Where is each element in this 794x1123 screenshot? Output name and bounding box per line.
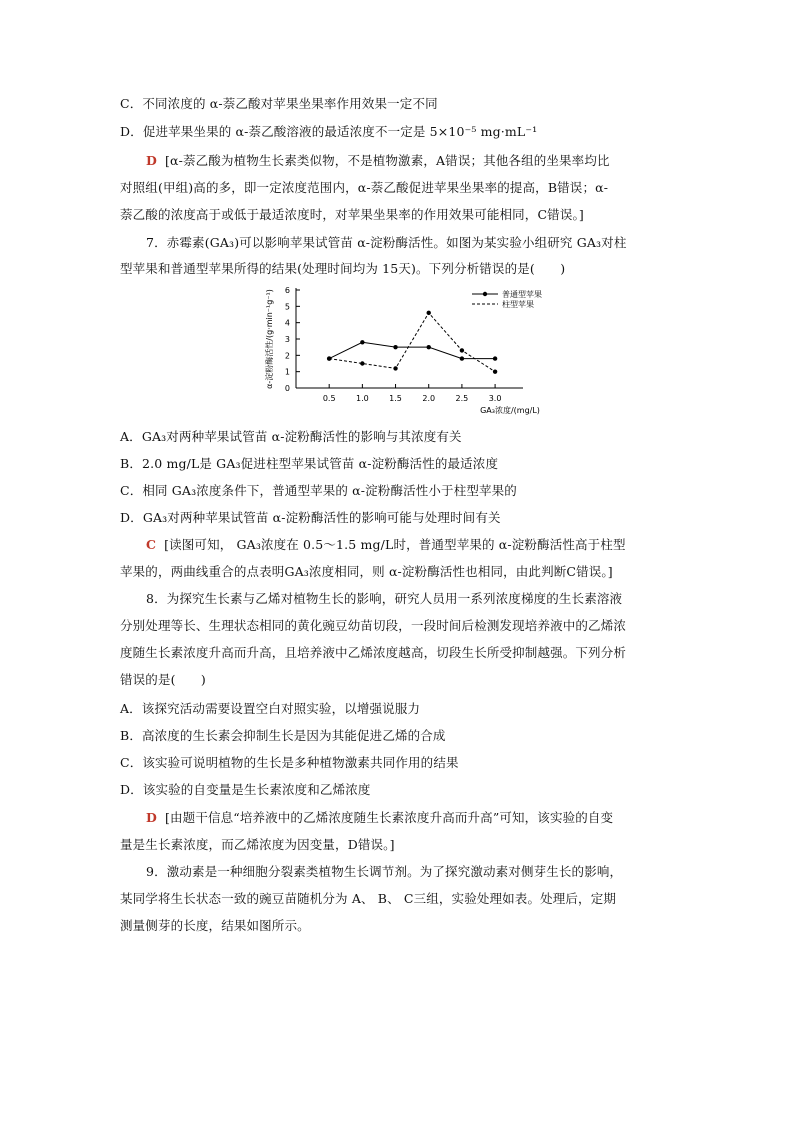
- data-point: [427, 345, 431, 349]
- text-line: 某同学将生长状态一致的豌豆苗随机分为 A、 B、 C三组，实验处理如表。处理后，定期: [120, 891, 616, 906]
- data-point: [393, 366, 397, 370]
- y-tick-label: 0: [284, 384, 290, 393]
- series-line: [329, 313, 495, 372]
- y-tick-label: 2: [284, 351, 290, 361]
- x-tick-label: 0.5: [322, 394, 336, 403]
- x-tick-label: 1.5: [389, 394, 402, 403]
- text-line: 错误的是( ): [120, 672, 206, 687]
- data-point: [493, 369, 497, 373]
- text-line: 量是生长素浓度，而乙烯浓度为因变量，D错误。]: [120, 837, 395, 852]
- question-line: 8．为探究生长素与乙烯对植物生长的影响，研究人员用一系列浓度梯度的生长素溶液: [146, 591, 623, 606]
- option-b: B．2.0 mg/L是 GA₃促进柱型苹果试管苗 α-淀粉酶活性的最适浓度: [120, 456, 499, 471]
- text-line: 苹果的，两曲线重合的点表明GA₃浓度相同，则 α-淀粉酶活性也相同，由此判断C错误。]: [120, 564, 613, 579]
- explanation-text: [读图可知， GA₃浓度在 0.5～1.5 mg/L时，普通型苹果的 α-淀粉酶活性高于柱型: [164, 537, 626, 552]
- text-line: 度随生长素浓度升高而升高，且培养液中乙烯浓度越高，切段生长所受抑制越强。下列分析: [120, 645, 627, 660]
- option-c: C．相同 GA₃浓度条件下，普通型苹果的 α-淀粉酶活性小于柱型苹果的: [120, 483, 517, 498]
- y-axis-label: α-淀粉酶活性/(g·min⁻¹g⁻¹): [265, 289, 274, 389]
- answer-line: [146, 535, 706, 554]
- x-tick-label: 2.0: [422, 394, 436, 403]
- y-tick-label: 3: [284, 335, 290, 344]
- data-point: [493, 356, 497, 360]
- option-d: D．GA₃对两种苹果试管苗 α-淀粉酶活性的影响可能与处理时间有关: [120, 510, 501, 525]
- answer-label: D: [146, 810, 157, 825]
- data-point: [460, 356, 464, 360]
- legend-label-columnar: 柱型苹果: [502, 300, 534, 309]
- option-b: B．高浓度的生长素会抑制生长是因为其能促进乙烯的合成: [120, 728, 446, 743]
- explanation-text: [α-萘乙酸为植物生长素类似物，不是植物激素，A错误；其他各组的坐果率均比: [165, 153, 610, 168]
- data-point: [360, 361, 364, 365]
- legend-marker-common: [483, 292, 487, 296]
- y-tick-label: 1: [284, 367, 290, 377]
- data-point: [393, 345, 397, 349]
- question-line: 7．赤霉素(GA₃)可以影响苹果试管苗 α-淀粉酶活性。如图为某实验小组研究 GA₃对柱: [146, 235, 627, 250]
- y-tick-label: 6: [284, 286, 290, 295]
- data-point: [360, 340, 364, 344]
- answer-label: D: [146, 153, 157, 168]
- option-a: A．GA₃对两种苹果试管苗 α-淀粉酶活性的影响与其浓度有关: [120, 429, 462, 444]
- option-a: A．该探究活动需要设置空白对照实验，以增强说服力: [120, 701, 421, 716]
- answer-line: [146, 151, 706, 170]
- data-point: [327, 356, 331, 360]
- text-line: 测量侧芽的长度，结果如图所示。: [120, 918, 310, 933]
- answer-label: C: [146, 537, 157, 552]
- data-point: [427, 311, 431, 315]
- text-line: 萘乙酸的浓度高于或低于最适浓度时，对苹果坐果率的作用效果可能相同，C错误。]: [120, 207, 584, 222]
- x-tick-label: 1.0: [355, 394, 369, 403]
- text-line: 分别处理等长、生理状态相同的黄化豌豆幼苗切段，一段时间后检测发现培养液中的乙烯浓: [120, 618, 627, 633]
- x-tick-label: 3.0: [488, 394, 502, 403]
- text-line: 对照组(甲组)高的多，即一定浓度范围内，α-萘乙酸促进苹果坐果率的提高，B错误；α-: [120, 180, 609, 195]
- y-tick-label: 4: [284, 318, 290, 328]
- data-point: [460, 348, 464, 352]
- x-tick-label: 2.5: [455, 394, 469, 403]
- amylase-activity-chart: [250, 282, 570, 417]
- y-tick-label: 5: [284, 302, 290, 312]
- x-axis-label: GA₃浓度/(mg/L): [480, 406, 540, 415]
- text-line: C．不同浓度的 α-萘乙酸对苹果坐果率作用效果一定不同: [120, 96, 438, 111]
- explanation-text: [由题干信息“培养液中的乙烯浓度随生长素浓度升高而升高”可知，该实验的自变: [165, 810, 614, 825]
- option-d: D．该实验的自变量是生长素浓度和乙烯浓度: [120, 782, 371, 797]
- question-line: 9．激动素是一种细胞分裂素类植物生长调节剂。为了探究激动素对侧芽生长的影响，: [146, 864, 623, 879]
- text-line: 型苹果和普通型苹果所得的结果(处理时间均为 15天)。下列分析错误的是( ): [120, 261, 566, 276]
- legend-label-common: 普通型苹果: [502, 290, 542, 299]
- answer-line: [146, 808, 706, 827]
- option-c: C．该实验可说明植物的生长是多种植物激素共同作用的结果: [120, 755, 459, 770]
- text-line: D．促进苹果坐果的 α-萘乙酸溶液的最适浓度不一定是 5×10⁻⁵ mg·mL⁻¹: [120, 124, 538, 139]
